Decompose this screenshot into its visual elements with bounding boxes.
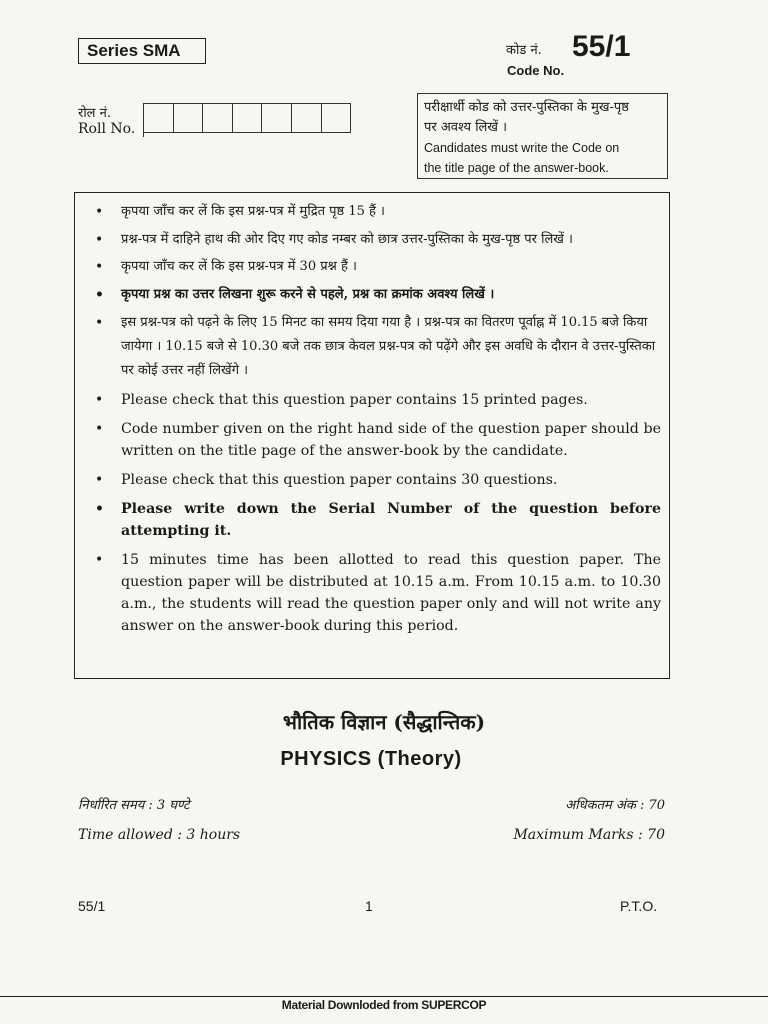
roll-number-boxes[interactable] — [143, 103, 351, 137]
instruction-text: Code number given on the right hand side of the question paper should be written on the title page of the answer-book by the candidate. — [121, 420, 661, 459]
roll-box[interactable] — [292, 103, 322, 133]
instruction-text: 15 minutes time has been allotted to read this question paper. The question paper will be distributed at 10.15 a.m. From 10.15 a.m. to 10.30 a.m., the students will read the question paper only and will not write any answer on the answer-book during this period. — [121, 551, 661, 634]
roll-label-hindi: रोल नं. — [78, 106, 111, 121]
pto-label: P.T.O. — [620, 898, 658, 914]
code-label-hindi: कोड नं. — [506, 43, 542, 58]
instruction-text: प्रश्न-पत्र में दाहिने हाथ की ओर दिए गए कोड नम्बर को छात्र उत्तर-पुस्तिका के मुख-पृष्ठ पर लिखें । — [121, 231, 573, 247]
list-item — [93, 389, 661, 411]
roll-box[interactable] — [233, 103, 263, 133]
instruction-text: Please write down the Serial Number of the question before attempting it. — [121, 500, 661, 539]
roll-box[interactable] — [203, 103, 233, 133]
instruction-text: कृपया जाँच कर लें कि इस प्रश्न-पत्र में 30 प्रश्न हैं । — [121, 259, 357, 274]
instructions-english — [93, 389, 661, 637]
instruction-text: इस प्रश्न-पत्र को पढ़ने के लिए 15 मिनट का समय दिया गया है । प्रश्न-पत्र का वितरण पूर्वाह्न में 10.15 बजे किया जायेगा । 10.15 बजे से 10.30 बजे तक छात्र केवल प्रश्न-पत्र को पढ़ेंगे और इस अवधि के दौरान वे उत्तर-पुस्तिका पर कोई उत्तर नहीं लिखेंगे । — [121, 315, 656, 378]
list-item — [93, 229, 661, 251]
list-item — [93, 256, 661, 278]
page-number: 1 — [365, 898, 373, 914]
bullet-icon: • — [95, 286, 104, 303]
bullet-icon: • — [95, 500, 104, 517]
bullet-icon: • — [95, 204, 104, 220]
list-item — [93, 549, 661, 637]
roll-label-english: Roll No. — [78, 121, 136, 137]
list-item — [93, 201, 661, 223]
time-allowed-hindi: निर्धारित समय : 3 घण्टे — [78, 798, 190, 813]
roll-box[interactable] — [144, 103, 174, 133]
code-label-english: Code No. — [507, 63, 565, 78]
note-english-line2: the title page of the answer-book. — [424, 161, 609, 175]
instruction-text: कृपया जाँच कर लें कि इस प्रश्न-पत्र में मुद्रित पृष्ठ 15 हैं । — [121, 204, 385, 219]
bullet-icon: • — [95, 259, 104, 275]
instructions-box — [74, 192, 670, 679]
instructions-hindi — [93, 201, 661, 383]
list-item — [93, 284, 661, 306]
candidate-code-note — [417, 93, 668, 179]
note-hindi-line1: परीक्षार्थी कोड को उत्तर-पुस्तिका के मुख-पृष्ठ — [424, 100, 629, 115]
instruction-text: कृपया प्रश्न का उत्तर लिखना शुरू करने से पहले, प्रश्न का क्रमांक अवश्य लिखें । — [121, 286, 495, 302]
instruction-text: Please check that this question paper contains 15 printed pages. — [121, 391, 588, 408]
bullet-icon: • — [95, 231, 104, 248]
subject-title-hindi: भौतिक विज्ञान (सैद्धान्तिक) — [282, 710, 486, 734]
source-footer: Material Downloded from SUPERCOP — [281, 998, 487, 1012]
roll-box[interactable] — [262, 103, 292, 133]
time-allowed-english: Time allowed : 3 hours — [78, 827, 241, 843]
list-item — [93, 311, 661, 383]
bullet-icon: • — [95, 315, 104, 331]
list-item — [93, 498, 661, 542]
list-item — [93, 469, 661, 491]
list-item — [93, 418, 661, 462]
note-hindi-line2: पर अवश्य लिखें । — [424, 120, 508, 135]
subject-title-english: PHYSICS (Theory) — [280, 748, 462, 770]
max-marks-english: Maximum Marks : 70 — [513, 827, 665, 843]
bullet-icon: • — [95, 420, 104, 437]
roll-box[interactable] — [174, 103, 204, 133]
instruction-text: Please check that this question paper contains 30 questions. — [121, 471, 558, 488]
footer-divider — [0, 996, 768, 997]
bullet-icon: • — [95, 551, 104, 568]
footer-code: 55/1 — [78, 898, 106, 914]
note-english-line1: Candidates must write the Code on — [424, 141, 620, 155]
roll-box[interactable] — [322, 103, 352, 133]
max-marks-hindi: अधिकतम अंक : 70 — [565, 798, 665, 813]
series-label: Series SMA — [78, 38, 206, 64]
bullet-icon: • — [95, 391, 104, 408]
bullet-icon: • — [95, 471, 104, 488]
code-number: 55/1 — [572, 30, 631, 63]
